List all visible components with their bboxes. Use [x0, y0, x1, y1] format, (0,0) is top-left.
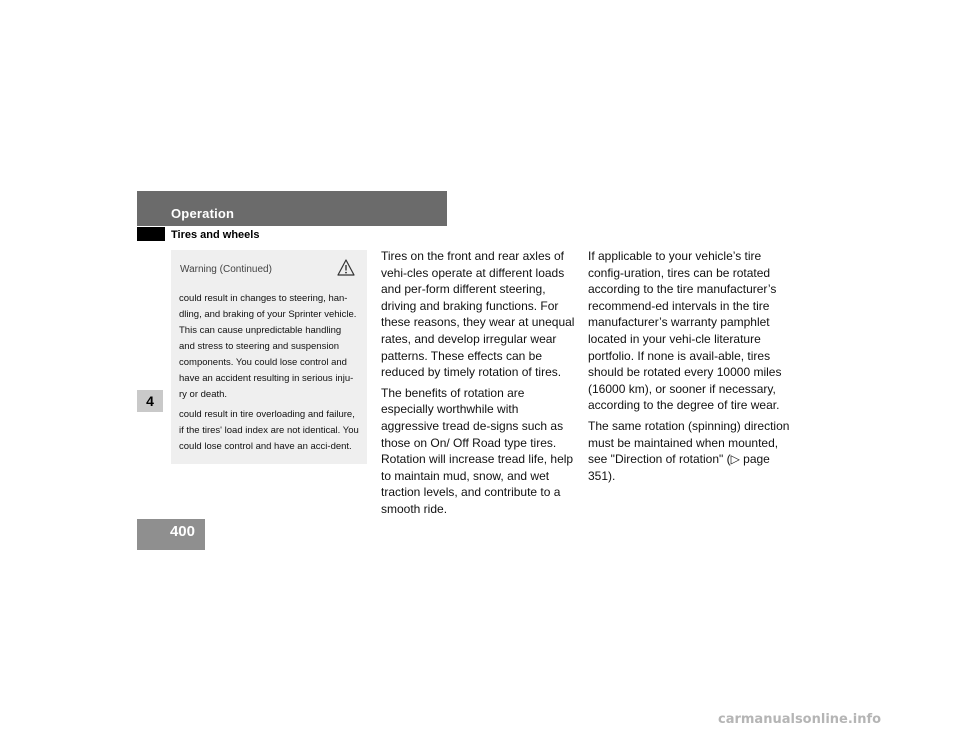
text-column-2 — [588, 248, 790, 488]
body-paragraph: The same rotation (spinning) direction must be maintained when mounted, see "Direction of rotation" (▷ page 351). — [588, 418, 790, 483]
chapter-tab: 4 — [137, 390, 163, 412]
warning-title: Warning (Continued) — [180, 264, 272, 275]
subsection-marker — [137, 227, 165, 241]
section-header — [137, 191, 447, 226]
warning-paragraph: could result in changes to steering, han-dling, and braking of your Sprinter vehicle. This can cause unpredictable handling and stress to steering and suspension components. You could lose control and have an accident resulting in serious inju-ry or death. — [179, 293, 357, 400]
body-paragraph: Tires on the front and rear axles of vehi-cles operate at different loads and per-form different steering, driving and braking functions. For these reasons, they wear at unequal rates, and develop irregular wear patterns. These effects can be reduced by timely rotation of tires. — [381, 249, 575, 380]
warning-triangle-icon — [337, 259, 355, 276]
warning-paragraph: could result in tire overloading and failure, if the tires' load index are not identical. You could lose control and have an acci-dent. — [179, 409, 359, 452]
warning-body — [171, 288, 367, 455]
body-paragraph: The benefits of rotation are especially worthwhile with aggressive tread de-signs such as those on On/ Off Road type tires. Rotation will increase tread life, help to maintain mud, snow, and wet traction levels, and contribute to a smooth ride. — [381, 385, 574, 516]
watermark: carmanualsonline.info — [718, 712, 882, 727]
page-number: 400 — [137, 519, 205, 550]
body-paragraph: If applicable to your vehicle’s tire config-uration, tires can be rotated according to the tire manufacturer’s recommend-ed intervals in the tire manufacturer’s warranty pamphlet located in your vehi-cle literature portfolio. If none is avail-able, tires should be rotated every 10000 miles (16000 km), or sooner if necessary, according to the degree of tire wear. — [588, 249, 782, 413]
section-title: Operation — [171, 206, 235, 221]
warning-header — [171, 250, 367, 288]
subsection-title: Tires and wheels — [171, 229, 260, 241]
text-column-1 — [381, 248, 577, 522]
warning-box — [171, 250, 367, 464]
